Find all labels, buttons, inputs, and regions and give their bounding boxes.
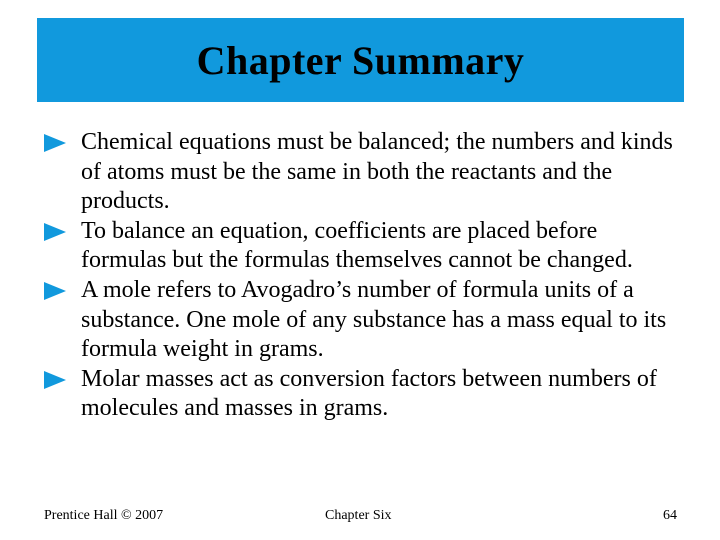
footer-chapter: Chapter Six xyxy=(325,508,392,523)
bullet-text: Molar masses act as conversion factors between numbers of molecules and masses in grams. xyxy=(81,365,657,422)
bullet-item xyxy=(44,217,684,276)
bullet-arrow-icon xyxy=(44,365,81,395)
bullet-list xyxy=(44,128,684,424)
bullet-item xyxy=(44,365,684,424)
bullet-item xyxy=(44,128,684,217)
bullet-arrow-icon xyxy=(44,217,81,247)
title-bar xyxy=(37,18,684,102)
bullet-item xyxy=(44,276,684,365)
footer-page-number: 64 xyxy=(663,508,677,523)
bullet-arrow-icon xyxy=(44,276,81,306)
footer-copyright: Prentice Hall © 2007 xyxy=(44,508,164,523)
bullet-text: Chemical equations must be balanced; the numbers and kinds of atoms must be the same in both the reactants and the products. xyxy=(81,129,673,215)
bullet-arrow-icon xyxy=(44,128,81,158)
slide-title: Chapter Summary xyxy=(196,37,525,83)
bullet-text: A mole refers to Avogadro’s number of formula units of a substance. One mole of any substance has a mass equal to its formula weight in grams. xyxy=(81,276,667,363)
bullet-text: To balance an equation, coefficients are placed before formulas but the formulas themselves cannot be changed. xyxy=(81,217,633,274)
